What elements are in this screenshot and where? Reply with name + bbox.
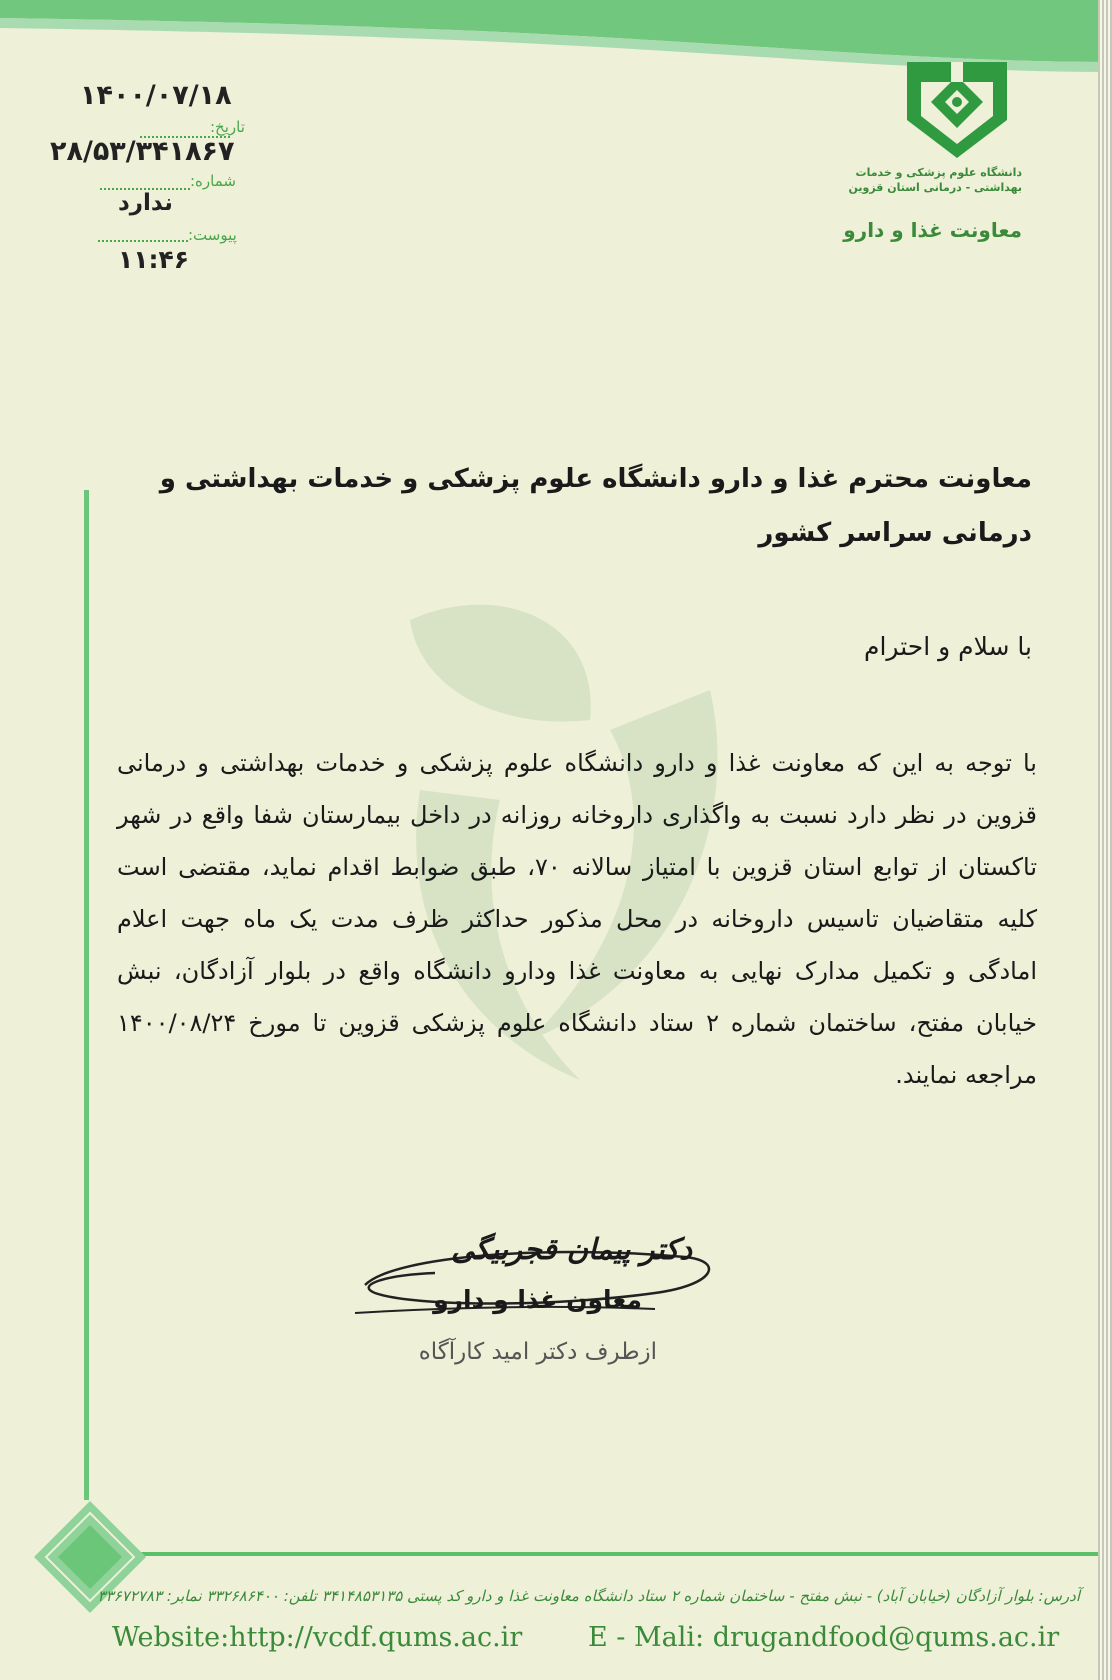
footer-address: آدرس: بلوار آزادگان (خیابان آباد) - نبش مفتح - ساختمان شماره ۲ ستاد دانشگاه معاونت غذا و دارو کد پستی ۳۴۱۴۸۵۳۱۳۵ تلفن: ۳۳۲۶۸۶۴۰۰ نمابر: ۳۳۶۷۲۷۸۳ <box>97 1587 1080 1605</box>
university-name: دانشگاه علوم پزشکی و خدمات بهداشتی - درمانی استان قزوین <box>848 166 1022 194</box>
date-value: ۱۴۰۰/۰۷/۱۸ <box>80 80 232 111</box>
footer-border-line <box>84 1552 1098 1556</box>
time-value: ۱۱:۴۶ <box>118 245 190 274</box>
letter-body: با توجه به این که معاونت غذا و دارو دانشگاه علوم پزشکی و خدمات بهداشتی و درمانی قزوین در نظر دارد نسبت به واگذاری داروخانه روزانه در داخل بیمارستان شفا واقع در شهر تاکستان از توابع استان قزوین با امتیاز سالانه ۷۰، طبق ضوابط اقدام نماید، مقتضی است کلیه متقاضیان تاسیس داروخانه در محل مذکور حداکثر ظرف مدت یک ماه جهت اعلام امادگی و تکمیل مدارک نهایی به معاونت غذا ودارو دانشگاه واقع در بلوار آزادگان، نبش خیابان مفتح، ساختمان شماره ۲ ستاد دانشگاه علوم پزشکی قزوین تا مورخ ۱۴۰۰/۰۸/۲۴ مراجعه نمایند. <box>117 749 1037 1089</box>
footer-website[interactable]: Website:http://vcdf.qums.ac.ir <box>112 1622 523 1653</box>
recipient-heading: معاونت محترم غذا و دارو دانشگاه علوم پزشکی و خدمات بهداشتی و درمانی سراسر کشور <box>159 464 1032 548</box>
date-label: تاریخ: <box>210 118 245 136</box>
left-border-line <box>84 490 89 1500</box>
signatory-title: معاون غذا و دارو <box>433 1285 642 1314</box>
page-edge-strip <box>1098 0 1112 1680</box>
attachment-dotted-line <box>98 240 188 242</box>
footer-email[interactable]: E - Mali: drugandfood@qums.ac.ir <box>588 1622 1060 1653</box>
number-label: شماره: <box>190 172 236 190</box>
department-name: معاونت غذا و دارو <box>843 218 1022 242</box>
greeting: با سلام و احترام <box>864 632 1032 661</box>
university-logo <box>893 58 1021 162</box>
signatory-name: دکتر پیمان قجربیگی <box>451 1232 692 1266</box>
attachment-value: ندارد <box>118 190 173 216</box>
attachment-label: پیوست: <box>188 226 237 244</box>
on-behalf-note: ازطرف دکتر امید کارآگاه <box>418 1339 657 1365</box>
number-value: ۲۸/۵۳/۳۴۱۸۶۷ <box>50 136 235 167</box>
